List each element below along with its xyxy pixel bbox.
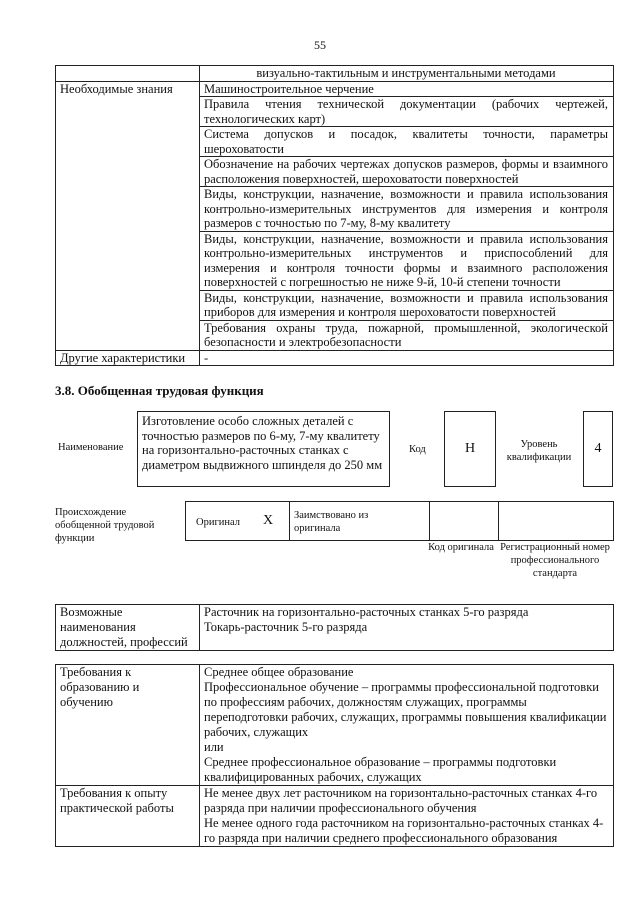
original-mark: X bbox=[263, 513, 274, 528]
origin-divider bbox=[498, 502, 499, 540]
knowledge-item: Виды, конструкции, назначение, возможности и правила использования контрольно-измерительных инструментов и приспособлений для измерения и контроля точности формы и взаимного расположения поверхностей с погрешностью не ниже 9-й, 10-й степени точности bbox=[200, 231, 614, 290]
origin-table bbox=[185, 501, 614, 541]
code-original-label: Код оригинала bbox=[428, 542, 494, 553]
knowledge-item: Виды, конструкции, назначение, возможности и правила использования приборов для измерения и контроля шероховатости поверхностей bbox=[200, 290, 614, 320]
positions-values bbox=[200, 605, 614, 651]
education-values bbox=[200, 665, 614, 786]
positions-label: Возможные наименования должностей, профессий bbox=[56, 605, 200, 651]
code-value: H bbox=[464, 441, 476, 456]
name-label: Наименование bbox=[58, 442, 124, 453]
other-characteristics-label: Другие характеристики bbox=[56, 350, 200, 366]
function-name-box bbox=[137, 411, 390, 487]
section-heading: 3.8. Обобщенная трудовая функция bbox=[55, 383, 264, 398]
other-characteristics-value: - bbox=[200, 350, 614, 366]
requirements-table bbox=[55, 664, 614, 847]
positions-table bbox=[55, 604, 614, 651]
experience-line: Не менее двух лет расточником на горизонтально-расточных станках 4-го разряда при наличии профессионального обучения bbox=[204, 786, 598, 815]
code-label: Код bbox=[409, 444, 426, 455]
education-label: Требования к образованию и обучению bbox=[56, 665, 200, 786]
knowledge-label: Необходимые знания bbox=[56, 81, 200, 350]
position-item: Токарь-расточник 5-го разряда bbox=[204, 620, 368, 634]
level-label: Уровень квалификации bbox=[506, 439, 572, 463]
level-value: 4 bbox=[594, 441, 602, 456]
empty-label-cell bbox=[56, 66, 200, 82]
original-label: Оригинал bbox=[196, 517, 240, 528]
education-line: Среднее общее образование bbox=[204, 665, 354, 679]
experience-values bbox=[200, 786, 614, 847]
level-box bbox=[583, 411, 613, 487]
experience-label: Требования к опыту практической работы bbox=[56, 786, 200, 847]
knowledge-item: Система допусков и посадок, квалитеты точности, параметры шероховатости bbox=[200, 127, 614, 157]
knowledge-table bbox=[55, 65, 614, 366]
knowledge-item: Обозначение на рабочих чертежах допусков размеров, формы и взаимного расположения поверхностей, шероховатости поверхностей bbox=[200, 157, 614, 187]
origin-divider bbox=[429, 502, 430, 540]
position-item: Расточник на горизонтально-расточных станках 5-го разряда bbox=[204, 605, 529, 619]
code-box bbox=[444, 411, 496, 487]
knowledge-item: Правила чтения технической документации (рабочих чертежей, технологических карт) bbox=[200, 97, 614, 127]
experience-line: Не менее одного года расточником на горизонтально-расточных станках 4-го разряда при наличии среднего профессионального образования bbox=[204, 816, 604, 845]
education-line: Среднее профессиональное образование – программы подготовки квалифицированных рабочих, служащих bbox=[204, 755, 557, 784]
reg-number-label: Регистрационный номер профессионального стандарта bbox=[500, 542, 610, 579]
borrowed-label: Заимствовано из оригинала bbox=[294, 510, 369, 534]
continuation-cell: визуально-тактильным и инструментальными методами bbox=[200, 66, 614, 82]
knowledge-item: Требования охраны труда, пожарной, промышленной, экологической безопасности и электробезопасности bbox=[200, 320, 614, 350]
origin-label: Происхождение обобщенной трудовой функции bbox=[55, 507, 155, 544]
knowledge-item: Виды, конструкции, назначение, возможности и правила использования контрольно-измерительных инструментов для измерения и контроля размеров с точностью по 7-му, 8-му квалитету bbox=[200, 187, 614, 232]
page-number: 55 bbox=[314, 38, 326, 52]
knowledge-item: Машиностроительное черчение bbox=[200, 81, 614, 97]
function-name-value: Изготовление особо сложных деталей с точностью размеров по 6-му, 7-му квалитету на горизонтально-расточных станках с диаметром выдвижного шпинделя до 250 мм bbox=[142, 414, 383, 472]
origin-divider bbox=[289, 502, 290, 540]
education-line: Профессиональное обучение – программы профессиональной подготовки по профессиям рабочих, должностям служащих, программы переподготовки рабочих, служащих, программы повышения квалификации рабочих, служащих bbox=[204, 680, 607, 739]
education-line: или bbox=[204, 740, 224, 754]
